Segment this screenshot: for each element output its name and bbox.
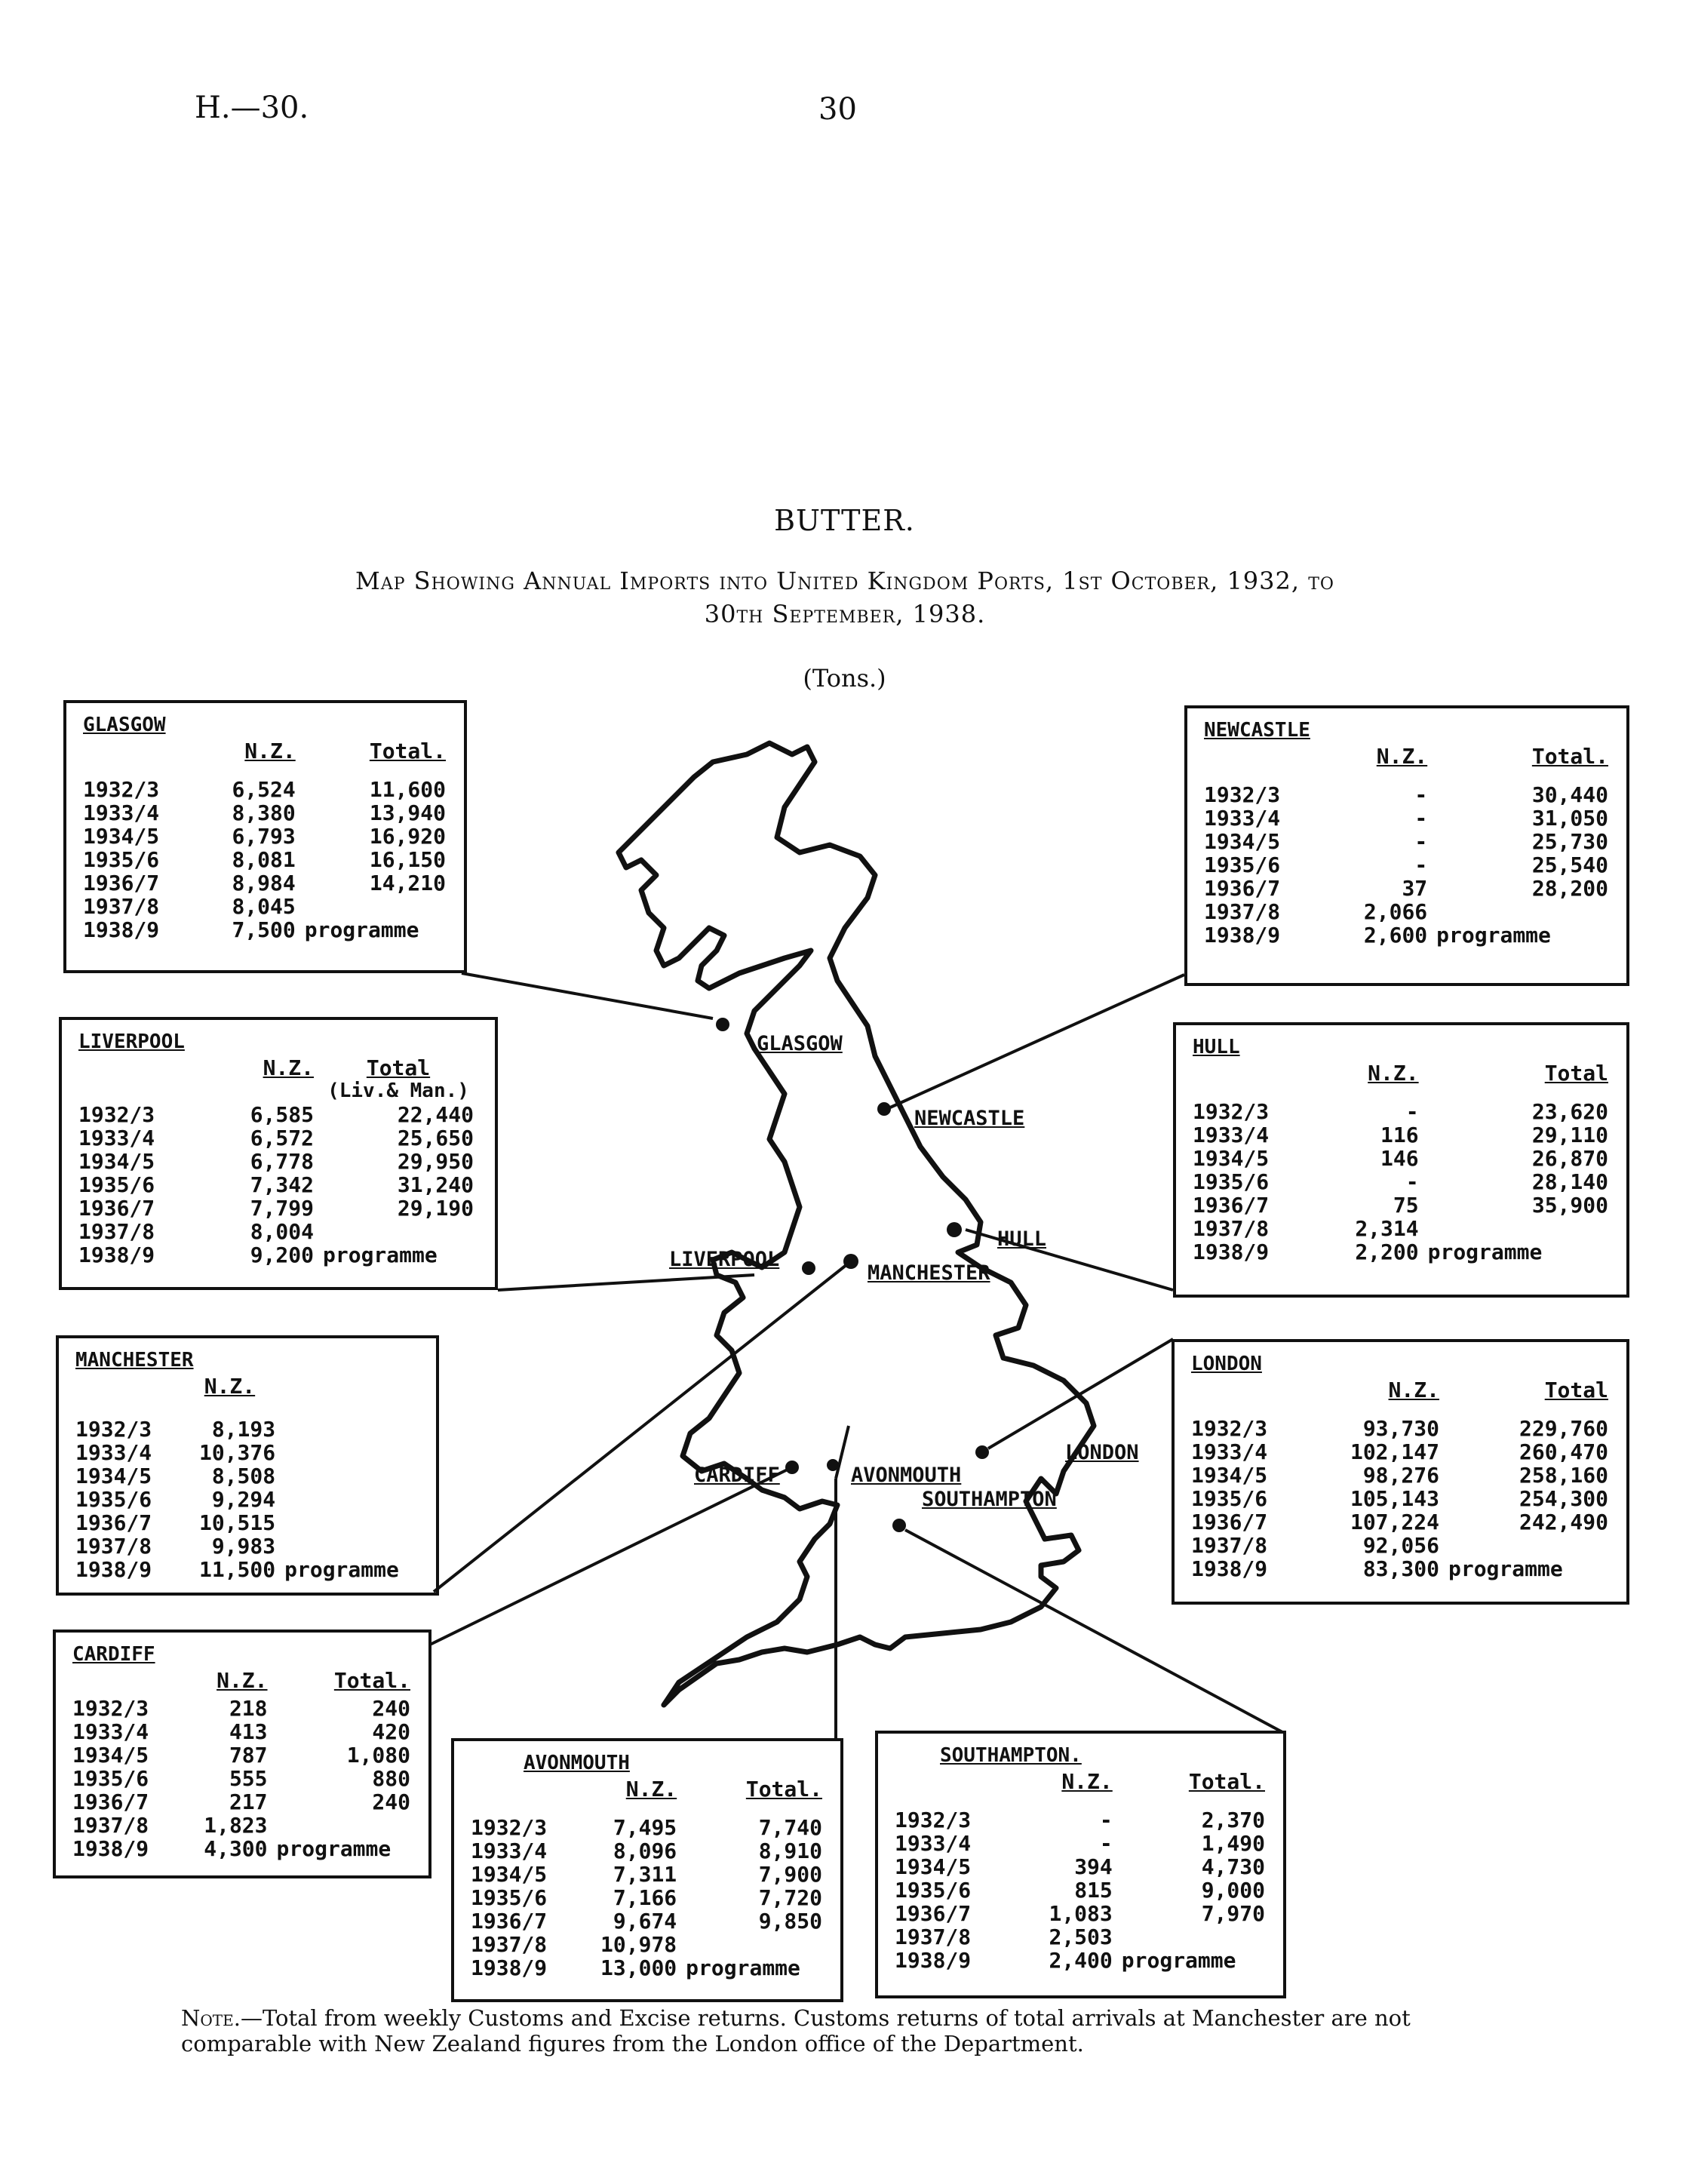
table-row: 1936/7 1,083 7,970 xyxy=(895,1901,1265,1926)
cardiff-table xyxy=(53,1630,431,1878)
great-britain-outline xyxy=(619,743,1094,1705)
glasgow-marker xyxy=(716,1018,729,1031)
manchester-data xyxy=(75,1375,422,1581)
southampton-title: SOUTHAMPTON. xyxy=(940,1744,1082,1767)
table-row: 1932/3 7,495 7,740 xyxy=(471,1815,822,1840)
newcastle-leader xyxy=(890,975,1184,1107)
nz-header: N.Z. xyxy=(216,1668,268,1693)
table-row: 1937/8 2,314 xyxy=(1193,1216,1419,1241)
avonmouth-data xyxy=(471,1777,827,1980)
subtitle-line-2: 30th September, 1938. xyxy=(704,600,986,628)
table-row: 1932/3 - 23,620 xyxy=(1193,1099,1608,1124)
newcastle-marker xyxy=(877,1102,891,1116)
london-leader xyxy=(988,1339,1173,1448)
table-row: 1938/9 7,500 programme xyxy=(83,917,419,942)
table-row: 1933/4 8,096 8,910 xyxy=(471,1838,822,1863)
table-row: 1934/5 98,276 258,160 xyxy=(1191,1463,1608,1488)
map-label-manchester: MANCHESTER xyxy=(868,1261,990,1285)
hull-title: HULL xyxy=(1193,1036,1240,1058)
table-row: 1933/4 8,380 13,940 xyxy=(83,800,446,825)
table-row: 1936/7 37 28,200 xyxy=(1204,876,1608,901)
page-number: 30 xyxy=(818,92,857,127)
leader-lines xyxy=(430,973,1282,1738)
table-row: 1938/9 4,300 programme xyxy=(72,1836,392,1861)
nz-header: N.Z. xyxy=(263,1055,314,1080)
map-label-hull: HULL xyxy=(997,1227,1047,1251)
newcastle-data xyxy=(1204,745,1613,947)
london-marker xyxy=(975,1445,989,1459)
table-row: 1933/4 102,147 260,470 xyxy=(1191,1439,1608,1464)
total-header: Total xyxy=(1544,1061,1608,1086)
table-row: 1933/4 - 1,490 xyxy=(895,1831,1265,1856)
london-table xyxy=(1172,1339,1629,1605)
page-reference: H.—30. xyxy=(195,91,309,125)
subtitle-line-1: Map Showing Annual Imports into United Kingdom Ports, 1st October, 1932, to xyxy=(355,567,1334,595)
map-label-avonmouth: AVONMOUTH xyxy=(851,1464,962,1487)
cardiff-title: CARDIFF xyxy=(72,1643,155,1666)
nz-header: N.Z. xyxy=(1061,1769,1113,1794)
table-row: 1932/3 8,193 xyxy=(75,1417,276,1442)
liverpool-data xyxy=(78,1056,478,1267)
table-row: 1934/5 8,508 xyxy=(75,1464,276,1488)
footnote-lead: Note. xyxy=(181,2005,241,2031)
map-label-newcastle: NEWCASTLE xyxy=(914,1107,1025,1130)
hull-data xyxy=(1193,1061,1613,1264)
table-row: 1934/5 - 25,730 xyxy=(1204,829,1608,854)
table-row: 1932/3 - 30,440 xyxy=(1204,782,1608,807)
newcastle-table xyxy=(1184,705,1629,986)
table-row: 1935/6 105,143 254,300 xyxy=(1191,1486,1608,1511)
map-label-london: LONDON xyxy=(1065,1441,1139,1464)
liverpool-leader xyxy=(498,1275,754,1290)
table-row: 1935/6 8,081 16,150 xyxy=(83,847,446,872)
table-row: 1935/6 9,294 xyxy=(75,1487,276,1512)
table-row: 1932/3 6,585 22,440 xyxy=(78,1102,474,1127)
table-row: 1932/3 - 2,370 xyxy=(895,1808,1265,1832)
map-label-southampton: SOUTHAMPTON xyxy=(922,1488,1057,1511)
nz-header: N.Z. xyxy=(625,1777,677,1802)
avonmouth-leader-upper xyxy=(836,1426,849,1479)
nz-header: N.Z. xyxy=(1368,1061,1419,1086)
total-header: Total. xyxy=(745,1777,822,1802)
newcastle-title: NEWCASTLE xyxy=(1204,719,1310,742)
liverpool-title: LIVERPOOL xyxy=(78,1031,185,1053)
table-row: 1935/6 - 25,540 xyxy=(1204,852,1608,877)
table-row: 1937/8 92,056 xyxy=(1191,1533,1439,1558)
table-row: 1938/9 2,600 programme xyxy=(1204,923,1551,948)
table-row: 1934/5 394 4,730 xyxy=(895,1854,1265,1879)
table-row: 1938/9 13,000 programme xyxy=(471,1955,800,1980)
table-row: 1934/5 7,311 7,900 xyxy=(471,1862,822,1887)
cardiff-data xyxy=(72,1669,415,1860)
table-row: 1936/7 8,984 14,210 xyxy=(83,871,446,895)
map-label-glasgow: GLASGOW xyxy=(757,1032,843,1055)
manchester-title: MANCHESTER xyxy=(75,1349,194,1372)
total-header: Total. xyxy=(369,739,446,763)
table-row: 1935/6 7,166 7,720 xyxy=(471,1885,822,1910)
table-row: 1933/4 10,376 xyxy=(75,1440,276,1465)
map-label-liverpool: LIVERPOOL xyxy=(669,1248,780,1271)
total-header: Total xyxy=(1544,1378,1608,1402)
page-title: BUTTER. xyxy=(774,504,915,537)
table-row: 1933/4 413 420 xyxy=(72,1719,410,1744)
nz-header: N.Z. xyxy=(1376,744,1428,769)
avonmouth-table xyxy=(451,1738,843,2002)
table-row: 1932/3 93,730 229,760 xyxy=(1191,1416,1608,1441)
hull-marker xyxy=(947,1222,962,1237)
total-header: Total. xyxy=(1531,744,1608,769)
footnote xyxy=(181,2005,1539,2057)
nz-header: N.Z. xyxy=(244,739,296,763)
table-row: 1936/7 107,224 242,490 xyxy=(1191,1510,1608,1534)
map-label-cardiff: CARDIFF xyxy=(694,1464,780,1487)
nz-header: N.Z. xyxy=(204,1374,256,1399)
glasgow-table xyxy=(63,700,467,973)
table-row: 1936/7 7,799 29,190 xyxy=(78,1196,474,1221)
table-row: 1937/8 2,503 xyxy=(895,1924,1113,1949)
table-row: 1935/6 815 9,000 xyxy=(895,1878,1265,1903)
table-row: 1934/5 6,793 16,920 xyxy=(83,824,446,849)
table-row: 1933/4 116 29,110 xyxy=(1193,1123,1608,1147)
liverpool-total-note: (Liv.& Man.) xyxy=(327,1080,469,1102)
footnote-text: —Total from weekly Customs and Excise returns. Customs returns of total arrivals at Manchester are not comparable with New Zealand figures from the London office of the Department. xyxy=(181,2005,1411,2057)
table-row: 1937/8 10,978 xyxy=(471,1932,677,1957)
total-header: Total xyxy=(366,1055,431,1080)
table-row: 1937/8 8,045 xyxy=(83,894,296,919)
table-row: 1933/4 6,572 25,650 xyxy=(78,1126,474,1150)
hull-table xyxy=(1173,1022,1629,1298)
table-row: 1936/7 75 35,900 xyxy=(1193,1193,1608,1218)
table-row: 1934/5 146 26,870 xyxy=(1193,1146,1608,1171)
liverpool-marker xyxy=(802,1261,815,1275)
nz-header: N.Z. xyxy=(1388,1378,1439,1402)
table-row: 1938/9 9,200 programme xyxy=(78,1243,438,1267)
southampton-table xyxy=(875,1731,1286,1998)
table-row: 1937/8 9,983 xyxy=(75,1534,276,1559)
table-row: 1932/3 218 240 xyxy=(72,1696,410,1721)
london-title: LONDON xyxy=(1191,1353,1262,1375)
table-row: 1938/9 2,200 programme xyxy=(1193,1239,1543,1264)
total-header: Total. xyxy=(333,1668,410,1693)
table-row: 1935/6 - 28,140 xyxy=(1193,1169,1608,1194)
glasgow-data xyxy=(83,739,450,941)
cardiff-leader xyxy=(430,1467,792,1645)
table-row: 1938/9 2,400 programme xyxy=(895,1948,1236,1973)
table-row: 1936/7 217 240 xyxy=(72,1789,410,1814)
glasgow-title: GLASGOW xyxy=(83,714,166,736)
table-row: 1936/7 9,674 9,850 xyxy=(471,1909,822,1934)
table-row: 1932/3 6,524 11,600 xyxy=(83,777,446,802)
units-label: (Tons.) xyxy=(803,664,886,693)
southampton-data xyxy=(895,1770,1270,1972)
table-row: 1938/9 83,300 programme xyxy=(1191,1556,1563,1581)
table-row: 1938/9 11,500 programme xyxy=(75,1557,399,1582)
glasgow-leader xyxy=(462,973,713,1018)
liverpool-table xyxy=(59,1017,498,1290)
table-row: 1933/4 - 31,050 xyxy=(1204,806,1608,831)
table-row: 1935/6 555 880 xyxy=(72,1766,410,1791)
avonmouth-title: AVONMOUTH xyxy=(524,1752,630,1774)
table-row: 1937/8 8,004 xyxy=(78,1219,314,1244)
manchester-table xyxy=(56,1335,439,1596)
table-row: 1934/5 6,778 29,950 xyxy=(78,1149,474,1174)
southampton-marker xyxy=(892,1519,906,1532)
table-row: 1936/7 10,515 xyxy=(75,1510,276,1535)
total-header: Total. xyxy=(1188,1769,1265,1794)
table-row: 1935/6 7,342 31,240 xyxy=(78,1172,474,1197)
table-row: 1934/5 787 1,080 xyxy=(72,1743,410,1768)
london-data xyxy=(1191,1378,1613,1580)
table-row: 1937/8 1,823 xyxy=(72,1813,268,1838)
table-row: 1937/8 2,066 xyxy=(1204,899,1428,924)
